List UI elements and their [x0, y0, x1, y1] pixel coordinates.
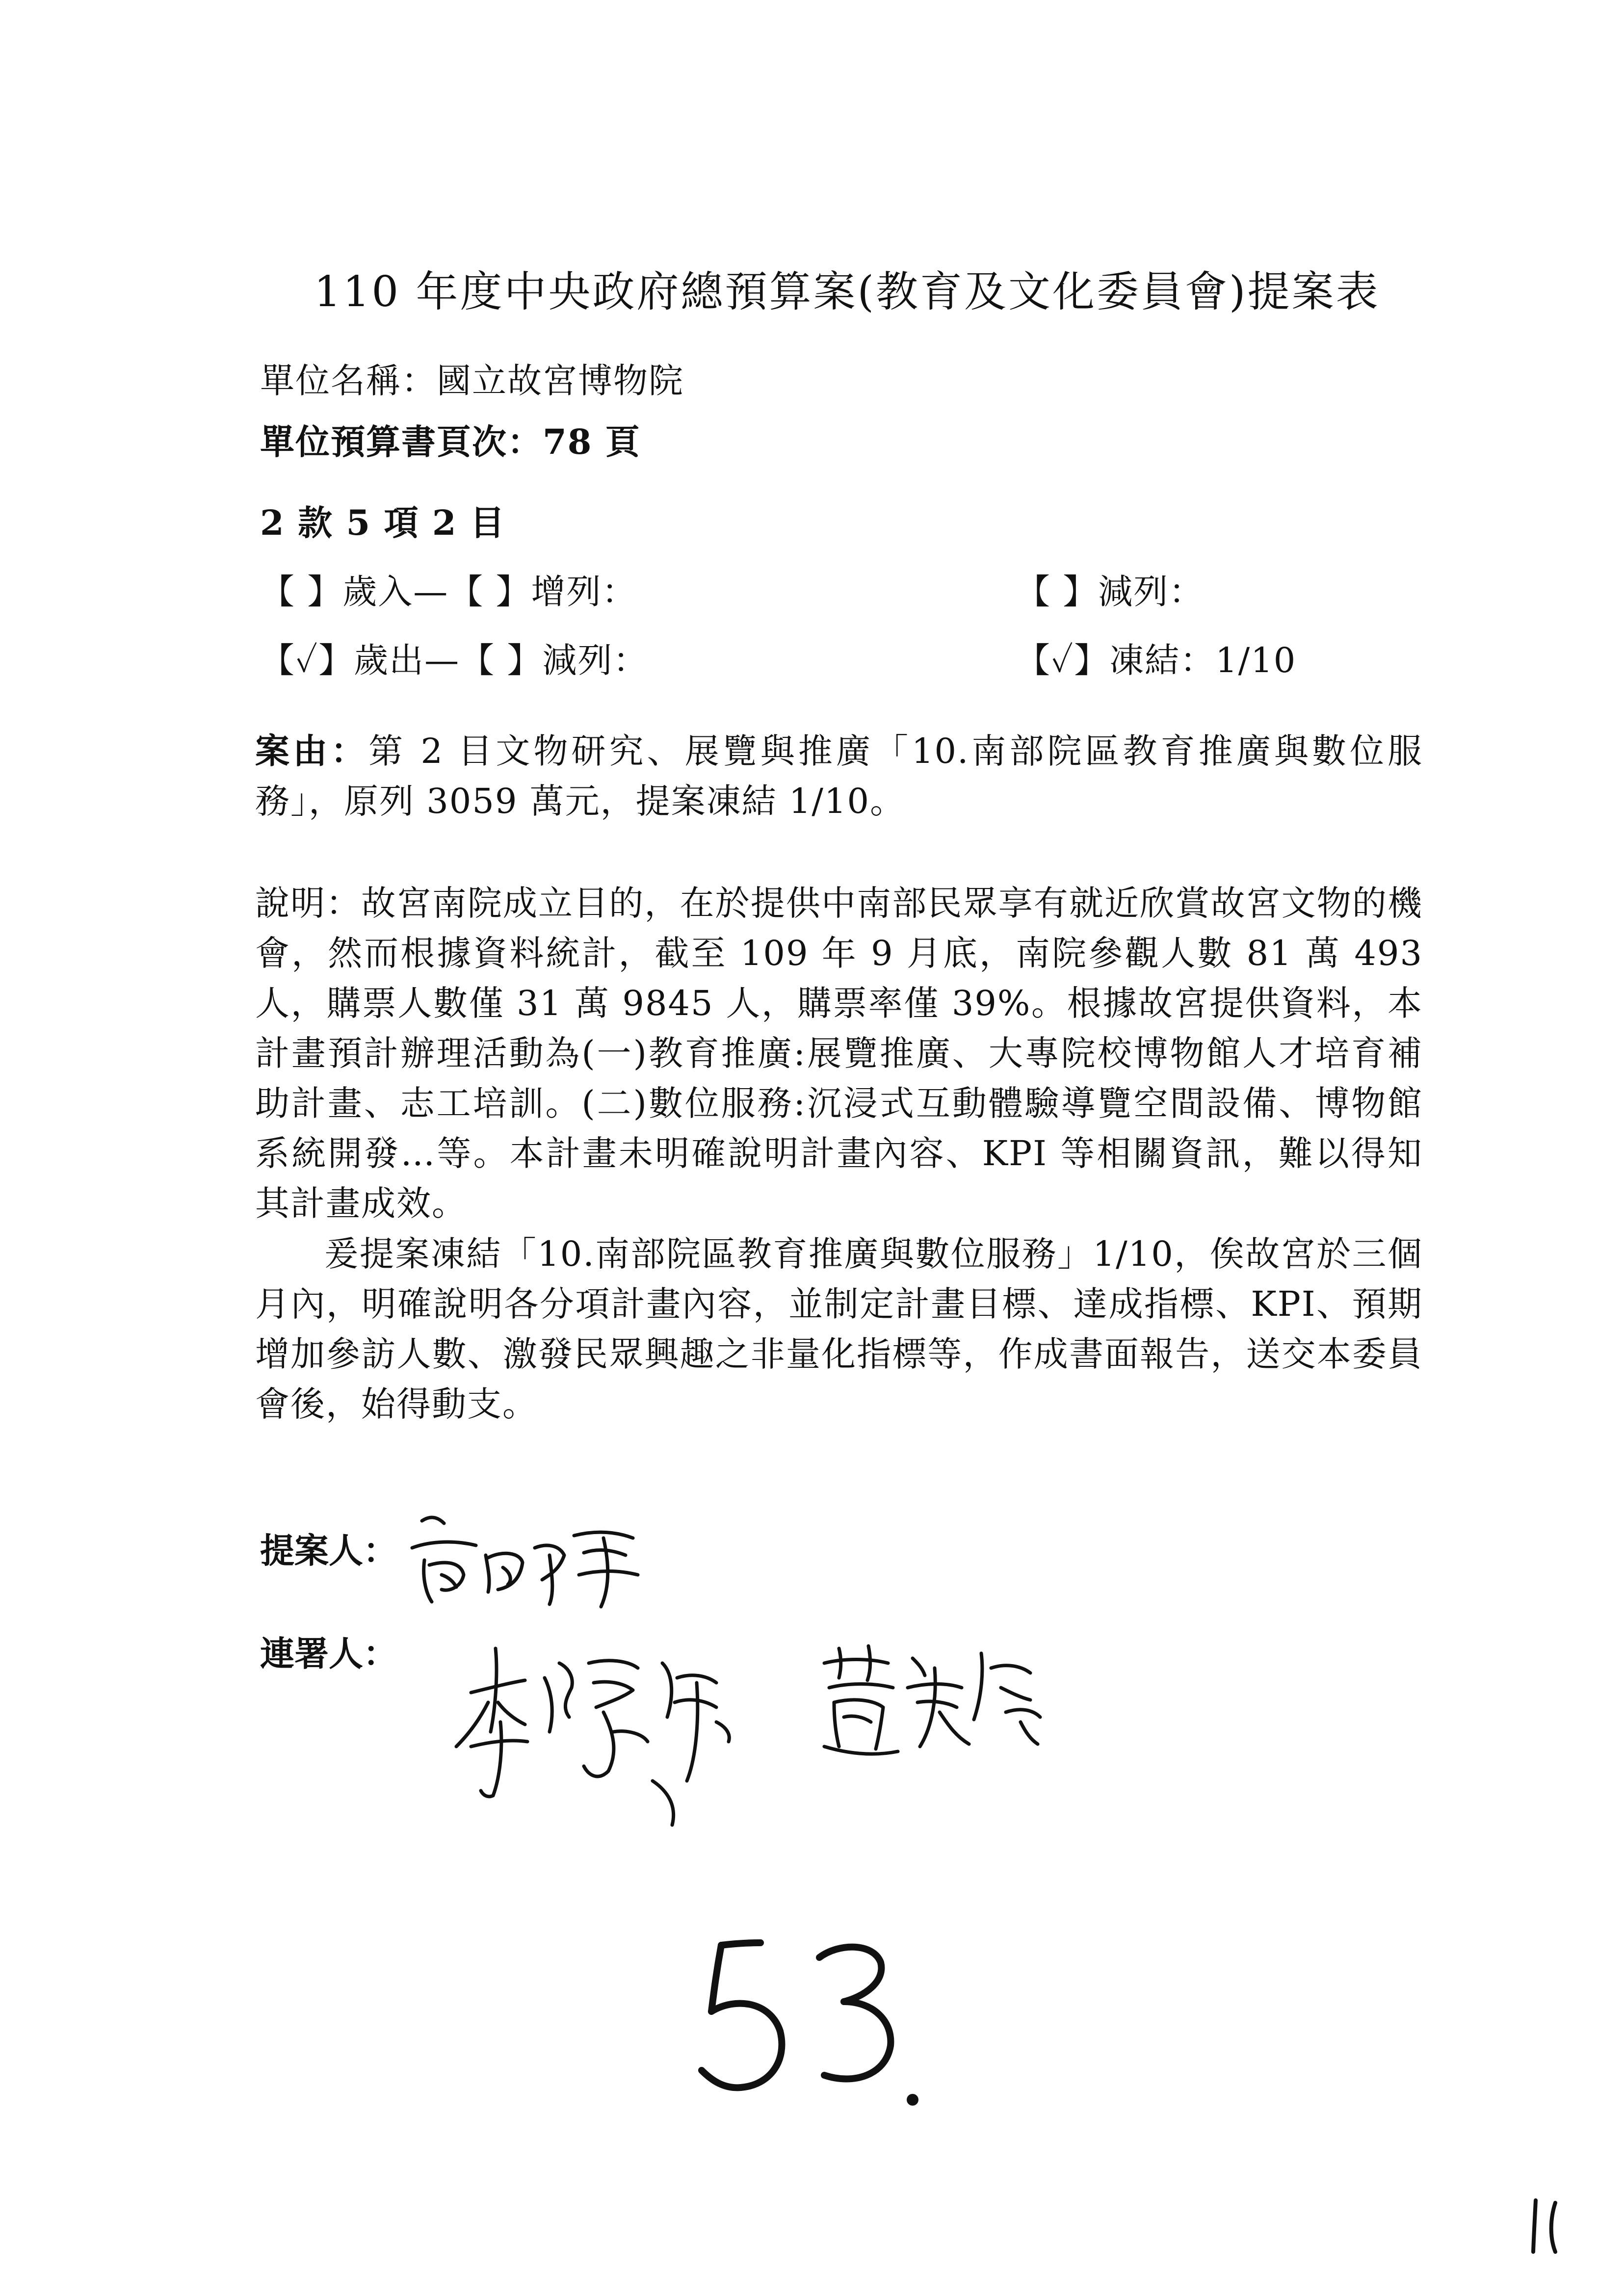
page-number-53: [687, 1923, 942, 2129]
budget-code: 2 款 5 項 2 目: [260, 502, 505, 543]
revenue-decrease-field: 【 】減列：: [1016, 572, 1205, 612]
explanation-label: 說明：: [255, 883, 362, 923]
proposal-paragraph: [255, 1229, 1423, 1429]
revenue-increase-field: 【 】歲入—【 】增列：: [260, 572, 637, 612]
case-label: 案由：: [255, 731, 369, 771]
proposer-label: 提案人：: [260, 1530, 397, 1571]
cosigner-signature-1: [442, 1634, 760, 1830]
explanation-text: 故宮南院成立目的，在於提供中南部民眾享有就近欣賞故宮文物的機會，然而根據資料統計，截至 109 年 9 月底，南院參觀人數 81 萬 493 人，購票人數僅 31 萬 9845 人，購票率僅 39%。根據故宮提供資料，本計畫預計辦理活動為(一)教育推廣:展覽推廣、大專院校博物館人才培育補助計畫、志工培訓。(二)數位服務:沉浸式互動體驗導覽空間設備、博物館系統開發…等。本計畫未明確說明計畫內容、KPI 等相關資訊，難以得知其計畫成效。: [255, 883, 1435, 1224]
expense-decrease-field: 【✓】歲出—【 】減列：: [260, 640, 649, 680]
case-text: 第 2 目文物研究、展覽與推廣「10.南部院區教育推廣與數位服務」，原列 3059 萬元，提案凍結 1/10。: [255, 731, 1423, 821]
budget-page-number: 單位預算書頁次：78 頁: [260, 421, 641, 462]
expense-freeze-field: 【✓】凍結：1/10: [1016, 640, 1297, 680]
case-paragraph: [255, 726, 1423, 826]
cosigner-signature-2: [814, 1634, 1050, 1761]
document-title: 110 年度中央政府總預算案(教育及文化委員會)提案表: [314, 267, 1380, 316]
proposal-text: 爰提案凍結「10.南部院區教育推廣與數位服務」1/10，俟故宮於三個月內，明確說明各分項計畫內容，並制定計畫目標、達成指標、KPI、預期增加參訪人數、激發民眾興趣之非量化指標等，作成書面報告，送交本委員會後，始得動支。: [255, 1234, 1423, 1424]
proposer-signature: [402, 1501, 657, 1614]
corner-mark-11: [1521, 2193, 1575, 2257]
cosigner-label: 連署人：: [260, 1633, 397, 1674]
explanation-paragraph: [255, 878, 1435, 1228]
unit-name: 單位名稱：國立故宮博物院: [260, 361, 684, 401]
